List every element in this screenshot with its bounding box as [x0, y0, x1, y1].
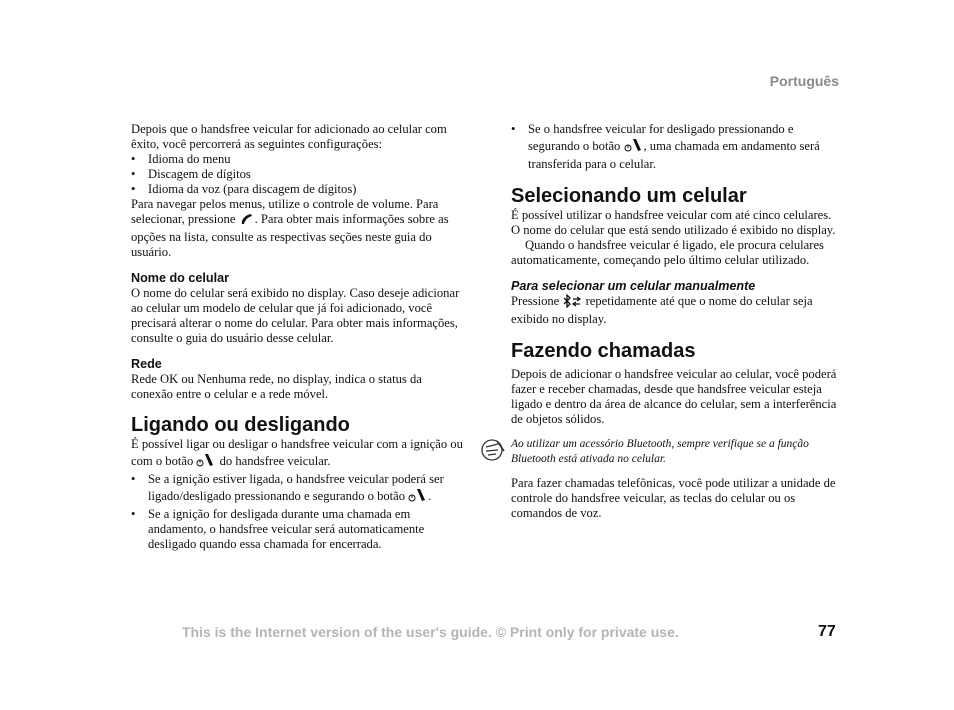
calls-paragraph-2: Para fazer chamadas telefônicas, você pode utilizar a unidade de controle do handsfree veicular, as teclas do celular ou os comandos de voz.	[511, 476, 836, 520]
list-item: • Idioma do menu	[131, 152, 231, 166]
call-handset-icon	[239, 212, 255, 230]
bluetooth-switch-icon	[562, 294, 582, 312]
onoff-heading: Ligando ou desligando	[131, 414, 350, 436]
power-end-call-icon	[624, 137, 644, 157]
select-paragraph-2: Quando o handsfree veicular é ligado, ele procura celulares automaticamente, começando pelo último celular utilizado.	[511, 238, 824, 267]
onoff-intro: É possível ligar ou desligar o handsfree veicular com a ignição ou com o botão do handsfree veicular.	[131, 437, 466, 472]
footer-disclaimer: This is the Internet version of the user's guide. © Print only for private use.	[182, 624, 679, 640]
making-calls-heading: Fazendo chamadas	[511, 340, 696, 362]
left-column	[131, 122, 466, 552]
list-item: • Se a ignição estiver ligada, o handsfree veicular poderá ser ligado/desligado pressionando e segurando o botão .	[131, 472, 466, 507]
power-end-call-icon	[408, 487, 428, 507]
language-label: Português	[769, 73, 839, 89]
network-heading: Rede	[131, 357, 162, 371]
power-end-call-icon	[196, 452, 216, 472]
phone-name-heading: Nome do celular	[131, 271, 229, 285]
select-phone-heading: Selecionando um celular	[511, 185, 747, 207]
intro-paragraph: Depois que o handsfree veicular for adicionado ao celular com êxito, você percorrerá as seguintes configurações:	[131, 122, 447, 151]
note-box: Ao utilizar um acessório Bluetooth, sempre verifique se a função Bluetooth está ativada no celular.	[511, 437, 841, 467]
list-item: • Idioma da voz (para discagem de dígitos)	[131, 182, 357, 196]
navigation-paragraph: Para navegar pelos menus, utilize o controle de volume. Para selecionar, pressione . Para obter mais informações sobre as opções na lista, consulte as respectivas seções neste guia do usuário.	[131, 197, 449, 259]
list-item: • Se a ignição for desligada durante uma chamada em andamento, o handsfree veicular será automaticamente desligado quando essa chamada for encerrada.	[131, 507, 425, 551]
select-paragraph-1: É possível utilizar o handsfree veicular com até cinco celulares. O nome do celular que está sendo utilizado é exibido no display.	[511, 208, 836, 237]
right-column	[511, 122, 841, 521]
note-tip-icon	[480, 438, 506, 467]
calls-paragraph-1: Depois de adicionar o handsfree veicular ao celular, você poderá fazer e receber chamadas, desde que handsfree veicular esteja ligado e dentro da área de alcance do celular, sem a interferência de objetos sólidos.	[511, 367, 837, 426]
manual-select-paragraph: Pressione repetidamente até que o nome do celular seja exibido no display.	[511, 294, 813, 326]
config-list	[131, 152, 466, 197]
list-item: • Se o handsfree veicular for desligado pressionando e segurando o botão , uma chamada em andamento será transferida para o celular.	[511, 122, 820, 171]
list-item: • Discagem de dígitos	[131, 167, 251, 181]
manual-select-heading: Para selecionar um celular manualmente	[511, 279, 756, 293]
phone-name-paragraph: O nome do celular será exibido no display. Caso deseje adicionar ao celular um modelo de celular que já foi adicionado, você precisará alterar o nome do celular. Para obter mais informações, consulte o guia do usuário desse celular.	[131, 286, 460, 345]
page-number: 77	[818, 623, 836, 640]
network-paragraph: Rede OK ou Nenhuma rede, no display, indica o status da conexão entre o celular e a rede móvel.	[131, 372, 422, 401]
